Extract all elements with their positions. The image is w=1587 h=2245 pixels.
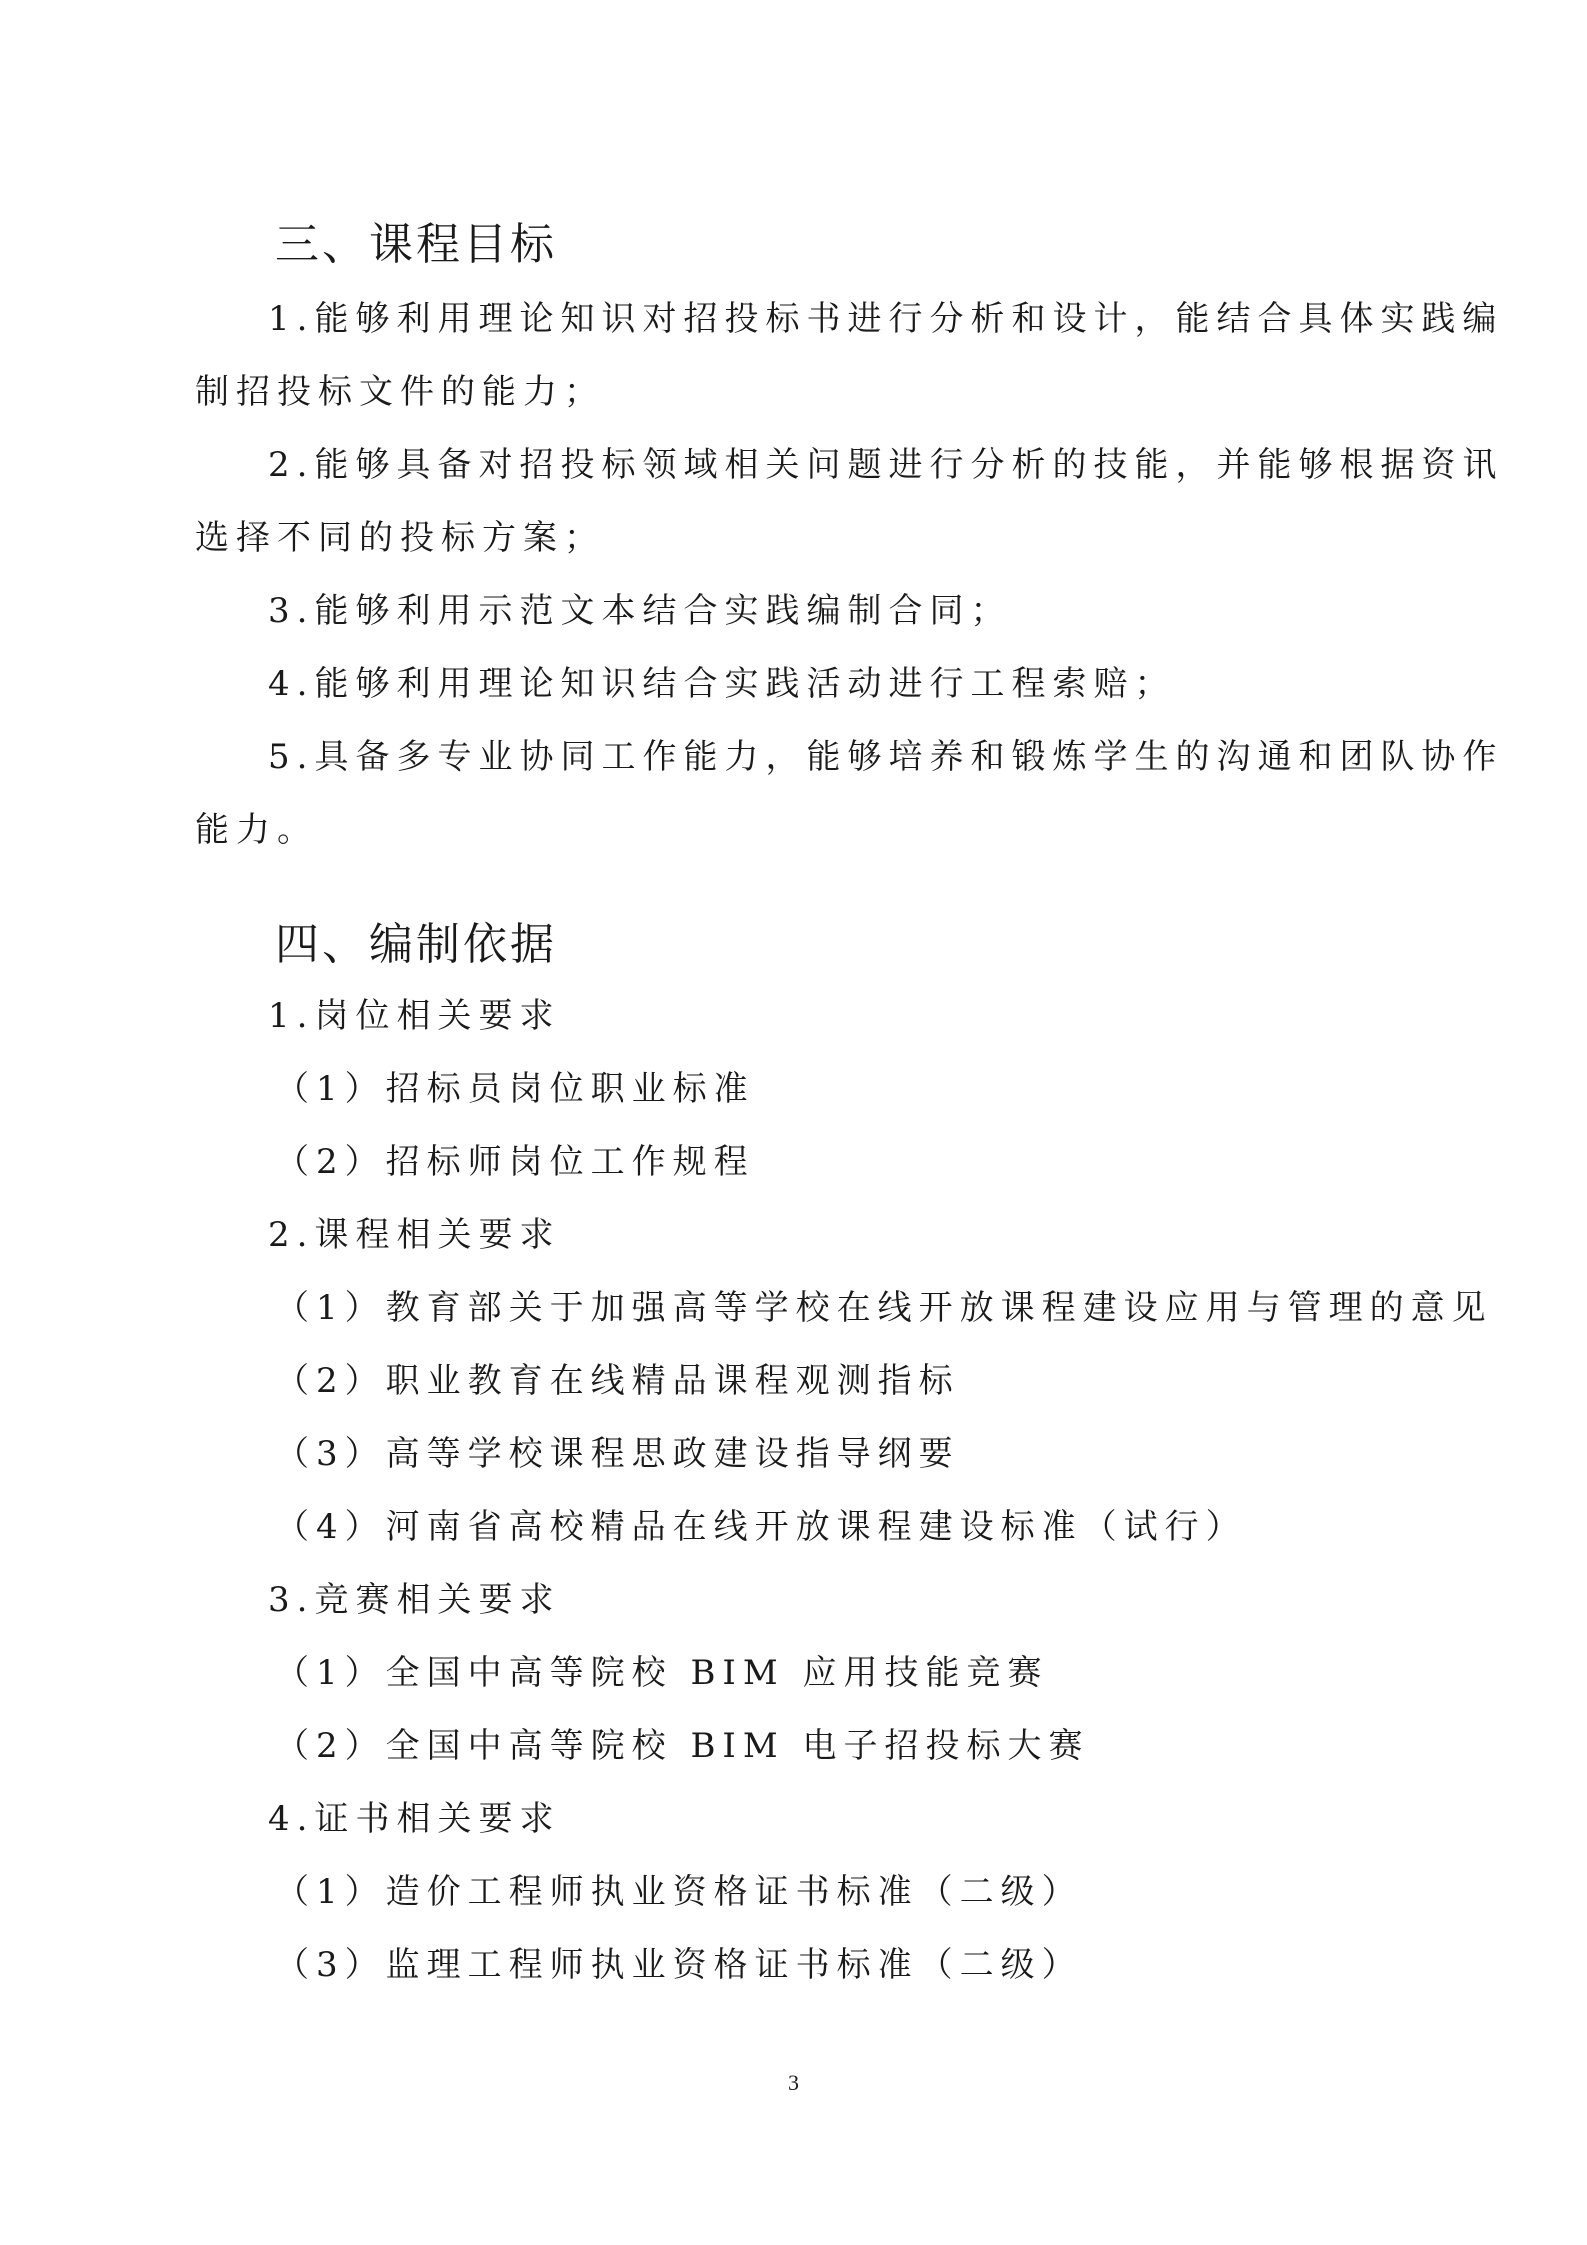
basis-item: （1）造价工程师执业资格证书标准（二级） [275, 1872, 1083, 1912]
section-heading-course-objectives: 三、课程目标 [275, 219, 557, 270]
objective-3: 3.能够利用示范文本结合实践编制合同； [268, 591, 1012, 631]
basis-item: （3）高等学校课程思政建设指导纲要 [275, 1434, 960, 1474]
objective-2-line-2: 选择不同的投标方案； [195, 518, 605, 558]
objective-1-line-2: 制招投标文件的能力； [195, 372, 605, 412]
objective-2-line-1: 2.能够具备对招投标领域相关问题进行分析的技能，并能够根据资讯 [268, 445, 1504, 485]
basis-group-course: 2.课程相关要求 [268, 1215, 561, 1255]
basis-item: （2）全国中高等院校 BIM 电子招投标大赛 [275, 1726, 1090, 1766]
basis-item: （2）职业教育在线精品课程观测指标 [275, 1361, 960, 1401]
basis-item: （1）招标员岗位职业标准 [275, 1069, 755, 1109]
basis-group-post: 1.岗位相关要求 [268, 996, 561, 1036]
section-heading-compilation-basis: 四、编制依据 [275, 919, 557, 970]
basis-group-competition: 3.竞赛相关要求 [268, 1580, 561, 1620]
objective-5-line-2: 能力。 [195, 810, 318, 850]
objective-4: 4.能够利用理论知识结合实践活动进行工程索赔； [268, 664, 1176, 704]
objective-1-line-1: 1.能够利用理论知识对招投标书进行分析和设计，能结合具体实践编 [268, 299, 1504, 339]
basis-item: （1）全国中高等院校 BIM 应用技能竞赛 [275, 1653, 1049, 1693]
basis-group-certificate: 4.证书相关要求 [268, 1799, 561, 1839]
basis-item: （2）招标师岗位工作规程 [275, 1142, 755, 1182]
page-number: 3 [788, 2070, 799, 2095]
basis-item: （1）教育部关于加强高等学校在线开放课程建设应用与管理的意见 [275, 1288, 1493, 1328]
basis-item: （4）河南省高校精品在线开放课程建设标准（试行） [275, 1507, 1247, 1547]
objective-5-line-1: 5.具备多专业协同工作能力，能够培养和锻炼学生的沟通和团队协作 [268, 737, 1504, 777]
basis-item: （3）监理工程师执业资格证书标准（二级） [275, 1945, 1083, 1985]
